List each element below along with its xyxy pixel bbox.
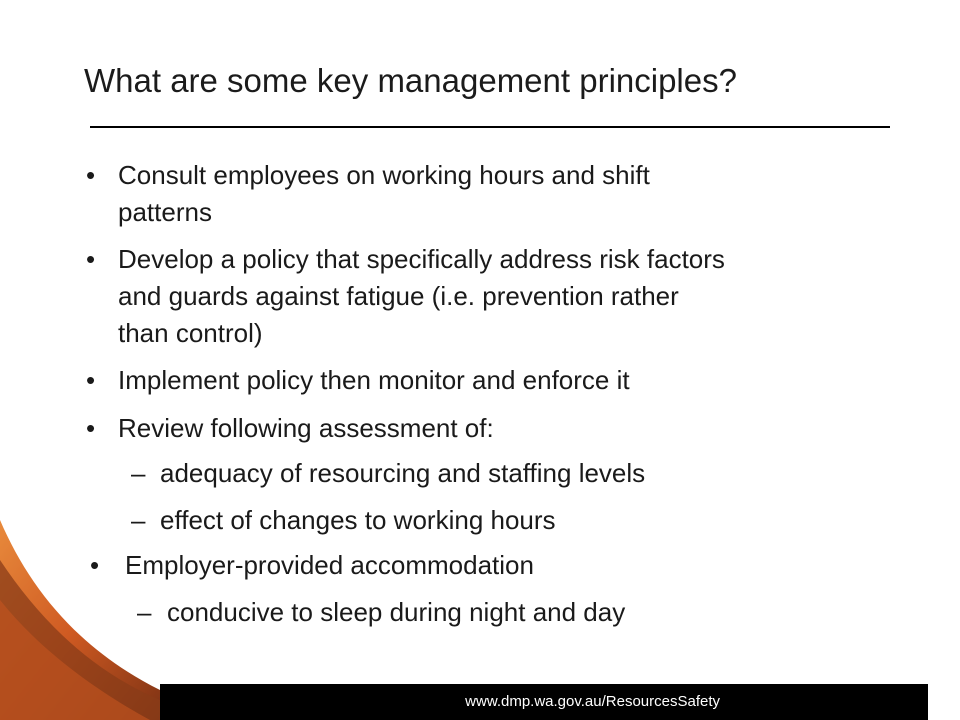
bullet-text-line: conducive to sleep during night and day [167, 597, 626, 627]
bullet-marker: • [90, 550, 100, 580]
bullet-text-line: and guards against fatigue (i.e. prevention rather [118, 281, 679, 311]
bullet-text-line: than control) [118, 318, 263, 348]
bullet-text-line: effect of changes to working hours [160, 505, 556, 535]
bullet-text-line: Employer-provided accommodation [125, 550, 534, 580]
bullet-text-line: Implement policy then monitor and enforce it [118, 365, 630, 395]
dash-marker: – [137, 597, 152, 627]
slide-title: What are some key management principles? [84, 62, 737, 99]
bullet-marker: • [86, 244, 96, 274]
footer-url: www.dmp.wa.gov.au/ResourcesSafety [465, 693, 720, 710]
bullet-text-line: patterns [118, 197, 212, 227]
bullet-marker: • [86, 365, 96, 395]
dash-marker: – [131, 505, 146, 535]
bullet-text-line: Develop a policy that specifically address risk factors [118, 244, 725, 274]
title-divider [90, 126, 890, 128]
bullet-text-line: adequacy of resourcing and staffing levels [160, 458, 646, 488]
bullet-text-line: Review following assessment of: [118, 413, 494, 443]
bullet-marker: • [86, 413, 96, 443]
bullet-text-line: Consult employees on working hours and shift [118, 160, 650, 190]
bullet-marker: • [86, 160, 96, 190]
dash-marker: – [131, 458, 146, 488]
